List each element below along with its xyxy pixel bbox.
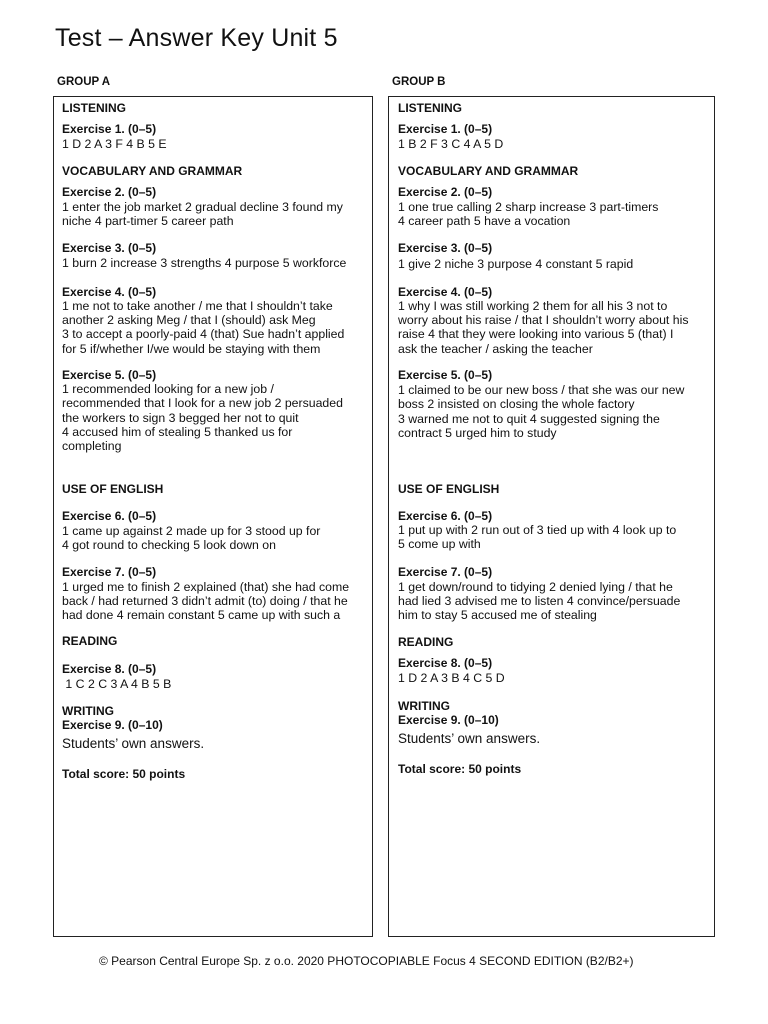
exercise-2-answer-line: 1 enter the job market 2 gradual decline 3 found my bbox=[62, 200, 343, 214]
exercise-7-title: Exercise 7. (0–5) bbox=[62, 565, 157, 579]
exercise-5-answer-line: 1 claimed to be our new boss / that she was our new bbox=[398, 383, 685, 397]
exercise-1-answer: 1 D 2 A 3 F 4 B 5 E bbox=[62, 137, 167, 151]
total-score: Total score: 50 points bbox=[398, 762, 522, 776]
exercise-6-title: Exercise 6. (0–5) bbox=[62, 509, 157, 523]
copyright-footer: © Pearson Central Europe Sp. z o.o. 2020 PHOTOCOPIABLE Focus 4 SECOND EDITION (B2/B2+) bbox=[99, 954, 634, 968]
exercise-6-answer-line: 5 come up with bbox=[398, 537, 481, 551]
exercise-5-title: Exercise 5. (0–5) bbox=[398, 368, 493, 382]
exercise-7-answer-line: had lied 3 advised me to listen 4 convince/persuade bbox=[398, 594, 681, 608]
exercise-1-answer: 1 B 2 F 3 C 4 A 5 D bbox=[398, 137, 504, 151]
listening-heading: LISTENING bbox=[398, 101, 463, 115]
exercise-5-answer-line: 4 accused him of stealing 5 thanked us for bbox=[62, 425, 293, 439]
use-of-english-heading: USE OF ENGLISH bbox=[398, 482, 500, 496]
exercise-8-title: Exercise 8. (0–5) bbox=[398, 656, 493, 670]
exercise-6-answer-line: 1 came up against 2 made up for 3 stood up for bbox=[62, 524, 321, 538]
exercise-4-answer-line: 1 me not to take another / me that I shouldn’t take bbox=[62, 299, 333, 313]
page-title: Test – Answer Key Unit 5 bbox=[55, 24, 338, 52]
exercise-4-answer-line: worry about his raise / that I shouldn’t worry about his bbox=[398, 313, 689, 327]
exercise-5-answer-line: 3 warned me not to quit 4 suggested signing the bbox=[398, 412, 660, 426]
listening-heading: LISTENING bbox=[62, 101, 127, 115]
exercise-2-answer-line: 1 one true calling 2 sharp increase 3 part-timers bbox=[398, 200, 659, 214]
exercise-3-answer: 1 give 2 niche 3 purpose 4 constant 5 rapid bbox=[398, 257, 634, 271]
group-b-answer-box bbox=[388, 96, 715, 937]
exercise-5-answer-line: boss 2 insisted on closing the whole factory bbox=[398, 397, 635, 411]
exercise-8-answer: 1 C 2 C 3 A 4 B 5 B bbox=[62, 677, 172, 691]
exercise-3-title: Exercise 3. (0–5) bbox=[62, 241, 157, 255]
exercise-9-answer: Students’ own answers. bbox=[398, 731, 541, 746]
exercise-1-title: Exercise 1. (0–5) bbox=[62, 122, 157, 136]
writing-heading: WRITING bbox=[62, 704, 114, 718]
exercise-4-answer-line: 1 why I was still working 2 them for all his 3 not to bbox=[398, 299, 668, 313]
exercise-2-answer-line: 4 career path 5 have a vocation bbox=[398, 214, 571, 228]
exercise-9-title: Exercise 9. (0–10) bbox=[398, 713, 499, 727]
exercise-6-title: Exercise 6. (0–5) bbox=[398, 509, 493, 523]
exercise-7-answer-line: had done 4 remain constant 5 came up with such a bbox=[62, 608, 341, 622]
vocabulary-grammar-heading: VOCABULARY AND GRAMMAR bbox=[62, 164, 243, 178]
exercise-3-title: Exercise 3. (0–5) bbox=[398, 241, 493, 255]
exercise-7-title: Exercise 7. (0–5) bbox=[398, 565, 493, 579]
group-a-answer-box bbox=[53, 96, 373, 937]
exercise-5-answer-line: completing bbox=[62, 439, 122, 453]
group-a-label: GROUP A bbox=[57, 76, 111, 88]
use-of-english-heading: USE OF ENGLISH bbox=[62, 482, 164, 496]
exercise-5-title: Exercise 5. (0–5) bbox=[62, 368, 157, 382]
exercise-5-answer-line: 1 recommended looking for a new job / bbox=[62, 382, 274, 396]
group-b-label: GROUP B bbox=[392, 76, 446, 88]
exercise-5-answer-line: recommended that I look for a new job 2 persuaded bbox=[62, 396, 343, 410]
writing-heading: WRITING bbox=[398, 699, 450, 713]
exercise-1-title: Exercise 1. (0–5) bbox=[398, 122, 493, 136]
exercise-4-answer-line: another 2 asking Meg / that I (should) ask Meg bbox=[62, 313, 316, 327]
exercise-4-answer-line: for 5 if/whether I/we would be staying with them bbox=[62, 342, 321, 356]
exercise-7-answer-line: him to stay 5 accused me of stealing bbox=[398, 608, 597, 622]
vocabulary-grammar-heading: VOCABULARY AND GRAMMAR bbox=[398, 164, 579, 178]
exercise-4-title: Exercise 4. (0–5) bbox=[398, 285, 493, 299]
exercise-2-answer-line: niche 4 part-timer 5 career path bbox=[62, 214, 234, 228]
exercise-5-answer-line: contract 5 urged him to study bbox=[398, 426, 557, 440]
exercise-7-answer-line: 1 get down/round to tidying 2 denied lying / that he bbox=[398, 580, 673, 594]
exercise-4-answer-line: raise 4 that they were looking into various 5 (that) I bbox=[398, 327, 674, 341]
exercise-6-answer-line: 1 put up with 2 run out of 3 tied up with 4 look up to bbox=[398, 523, 677, 537]
exercise-7-answer-line: 1 urged me to finish 2 explained (that) she had come bbox=[62, 580, 350, 594]
exercise-9-title: Exercise 9. (0–10) bbox=[62, 718, 163, 732]
exercise-5-answer-line: the workers to sign 3 begged her not to quit bbox=[62, 411, 299, 425]
exercise-9-answer: Students’ own answers. bbox=[62, 736, 205, 751]
exercise-4-title: Exercise 4. (0–5) bbox=[62, 285, 157, 299]
exercise-2-title: Exercise 2. (0–5) bbox=[398, 185, 493, 199]
total-score: Total score: 50 points bbox=[62, 767, 186, 781]
exercise-6-answer-line: 4 got round to checking 5 look down on bbox=[62, 538, 276, 552]
exercise-4-answer-line: 3 to accept a poorly-paid 4 (that) Sue hadn’t applied bbox=[62, 327, 345, 341]
reading-heading: READING bbox=[62, 634, 118, 648]
exercise-3-answer: 1 burn 2 increase 3 strengths 4 purpose 5 workforce bbox=[62, 256, 347, 270]
exercise-8-answer: 1 D 2 A 3 B 4 C 5 D bbox=[398, 671, 505, 685]
exercise-4-answer-line: ask the teacher / asking the teacher bbox=[398, 342, 593, 356]
exercise-7-answer-line: back / had returned 3 didn’t admit (to) doing / that he bbox=[62, 594, 348, 608]
exercise-8-title: Exercise 8. (0–5) bbox=[62, 662, 157, 676]
reading-heading: READING bbox=[398, 635, 454, 649]
exercise-2-title: Exercise 2. (0–5) bbox=[62, 185, 157, 199]
